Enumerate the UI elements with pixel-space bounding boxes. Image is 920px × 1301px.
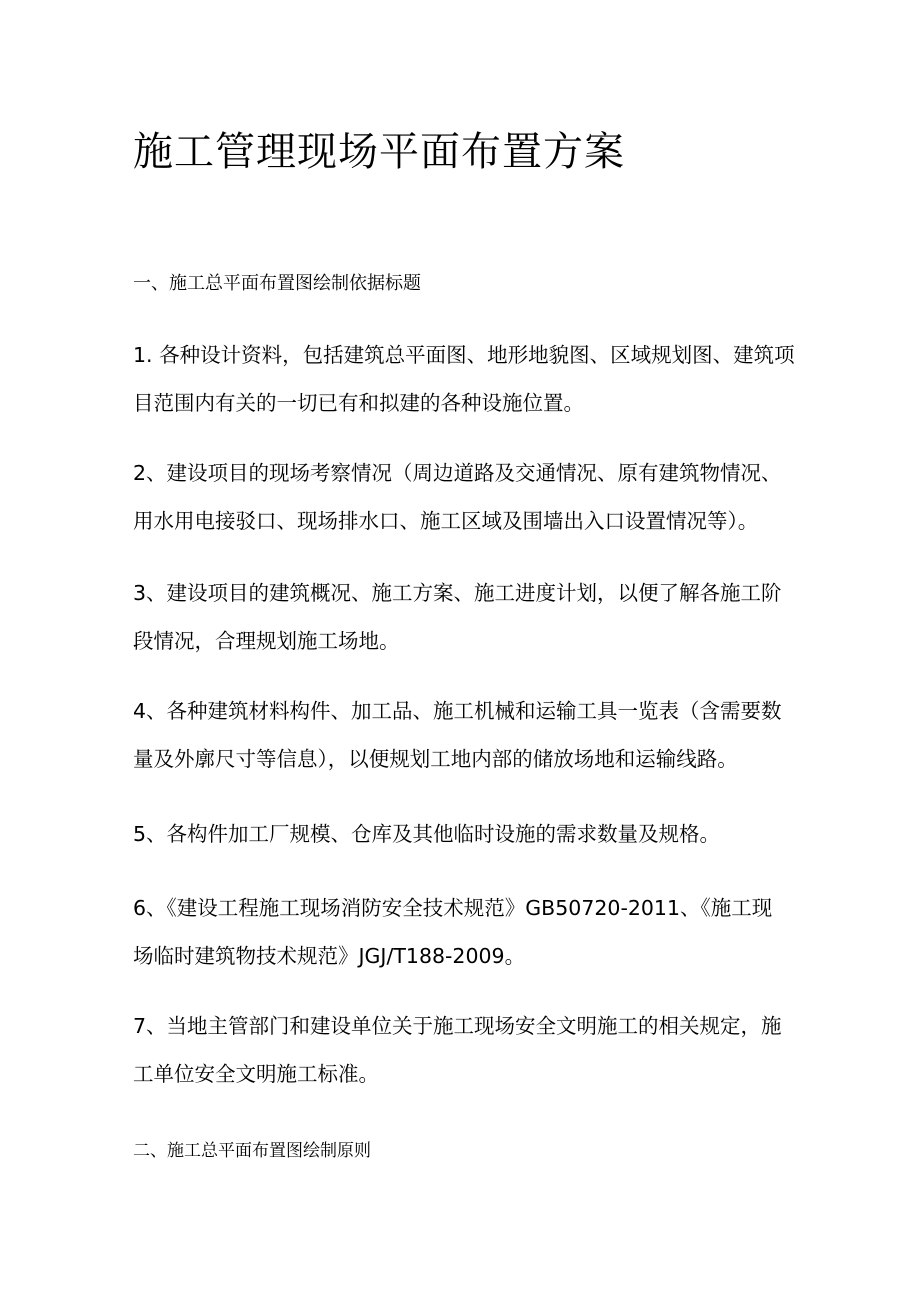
document-title: 施工管理现场平面布置方案	[133, 129, 625, 175]
item-6-line-1: 6、《建设工程施工现场消防安全技术规范》GB50720-2011、《施工现	[133, 896, 773, 920]
item-1-line-2: 目范围内有关的一切已有和拟建的各种设施位置。	[133, 391, 584, 415]
item-3-line-1: 3、建设项目的建筑概况、施工方案、施工进度计划，以便了解各施工阶	[133, 581, 782, 605]
item-2-line-2: 用水用电接驳口、现场排水口、施工区域及围墙出入口设置情况等）。	[133, 509, 759, 533]
item-4-line-2: 量及外廓尺寸等信息），以便规划工地内部的储放场地和运输线路。	[133, 747, 738, 771]
section-1-heading: 一、施工总平面布置图绘制依据标题	[133, 273, 421, 294]
item-5-line-1: 5、各构件加工厂规模、仓库及其他临时设施的需求数量及规格。	[133, 822, 721, 846]
item-4-line-1: 4、各种建筑材料构件、加工品、施工机械和运输工具一览表（含需要数	[133, 699, 782, 723]
item-1-line-1: 1. 各种设计资料，包括建筑总平面图、地形地貌图、区域规划图、建筑项	[133, 343, 795, 367]
item-7-line-2: 工单位安全文明施工标准。	[133, 1062, 379, 1086]
section-2-heading: 二、施工总平面布置图绘制原则	[133, 1141, 371, 1161]
item-2-line-1: 2、建设项目的现场考察情况（周边道路及交通情况、原有建筑物情况、	[133, 461, 782, 485]
item-6-line-2: 场临时建筑物技术规范》JGJ/T188-2009。	[133, 944, 526, 968]
item-3-line-2: 段情况，合理规划施工场地。	[133, 629, 400, 653]
item-7-line-1: 7、当地主管部门和建设单位关于施工现场安全文明施工的相关规定，施	[133, 1014, 782, 1038]
